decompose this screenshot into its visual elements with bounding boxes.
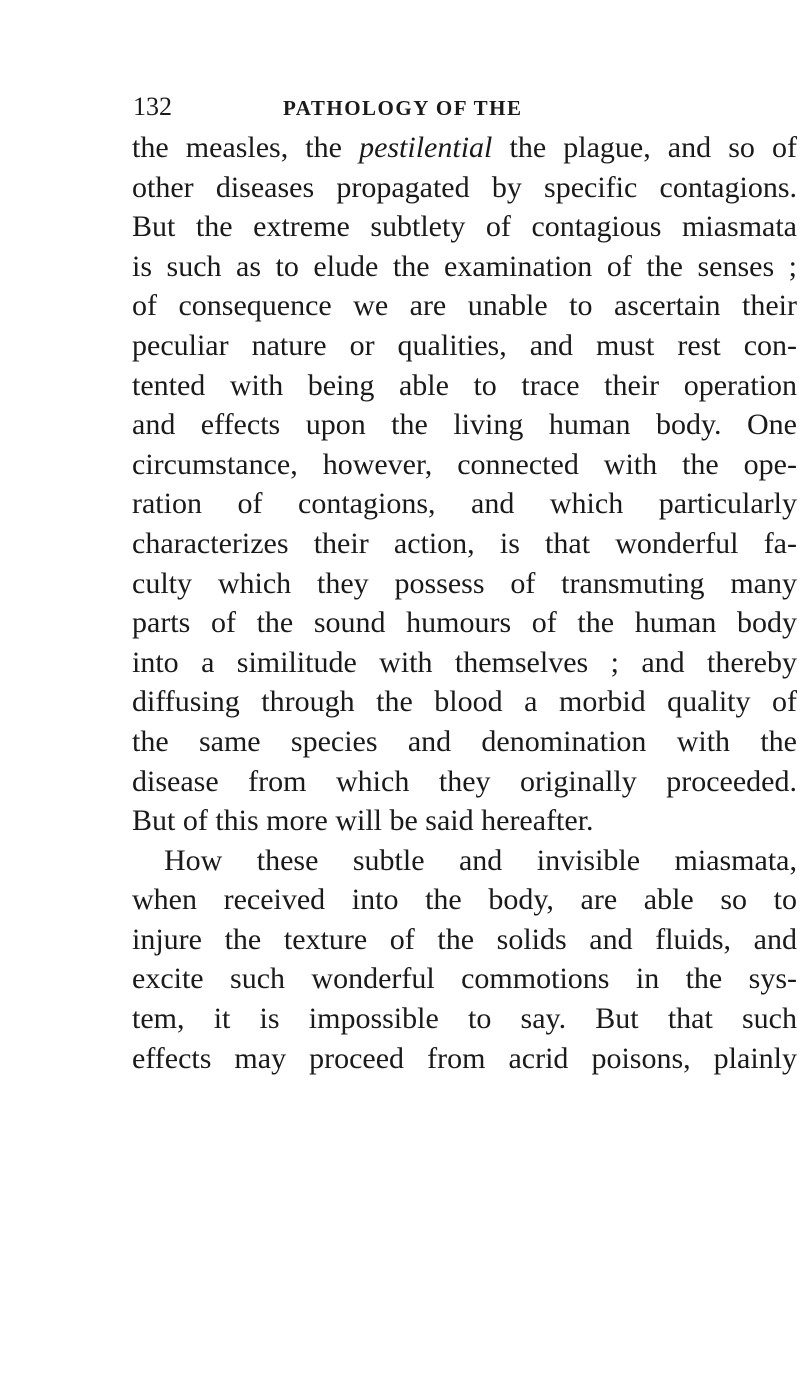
text-line: other diseases propagated by specific contagions. xyxy=(132,170,797,204)
text-line: when received into the body, are able so to xyxy=(132,883,797,917)
text-line: the measles, the pestilential the plague, and so of xyxy=(132,131,797,164)
text-line: excite such wonderful commotions in the sys- xyxy=(132,962,797,996)
text-line: parts of the sound humours of the human body xyxy=(132,606,797,640)
text-line: But of this more will be said hereafter. xyxy=(132,804,594,838)
text-line: diffusing through the blood a morbid quality of xyxy=(132,685,797,719)
text-line: into a similitude with themselves ; and thereby xyxy=(132,645,797,679)
text-line: peculiar nature or qualities, and must rest con- xyxy=(132,328,797,362)
text-line: How these subtle and invisible miasmata, xyxy=(164,843,797,877)
text-line: the same species and denomination with the xyxy=(132,724,797,758)
text-line: effects may proceed from acrid poisons, plainly xyxy=(132,1041,797,1075)
text-line: and effects upon the living human body. One xyxy=(132,408,797,442)
italic-word: pestilential xyxy=(359,131,493,164)
text-line: But the extreme subtlety of contagious miasmata xyxy=(132,210,797,244)
running-head-title: PATHOLOGY OF THE xyxy=(283,96,523,120)
text-line: tem, it is impossible to say. But that such xyxy=(132,1002,797,1036)
text-line: of consequence we are unable to ascertain their xyxy=(132,289,797,323)
text-line: is such as to elude the examination of the senses ; xyxy=(132,249,797,283)
text-line: characterizes their action, is that wonderful fa- xyxy=(132,526,797,560)
text-line: tented with being able to trace their operation xyxy=(132,368,797,402)
page-number: 132 xyxy=(133,92,172,121)
text-line: circumstance, however, connected with the ope- xyxy=(132,447,797,481)
text-line: disease from which they originally proceeded. xyxy=(132,764,797,798)
text-line: injure the texture of the solids and fluids, and xyxy=(132,922,797,956)
text-line: culty which they possess of transmuting many xyxy=(132,566,797,600)
text-line: ration of contagions, and which particularly xyxy=(132,487,797,521)
body-text xyxy=(132,128,797,1078)
running-head xyxy=(133,92,693,126)
